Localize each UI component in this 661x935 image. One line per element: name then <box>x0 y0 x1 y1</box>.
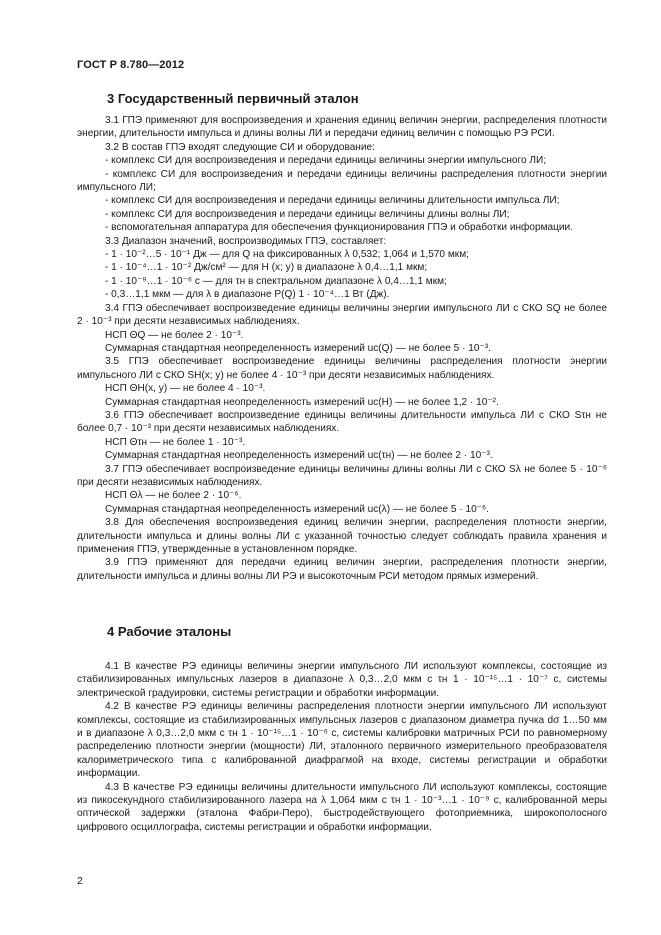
para-3-5: 3.5 ГПЭ обеспечивает воспроизведение единицы величины распределения плотности энергии импульсного ЛИ с СКО SH(x; y) не более 4 · 10⁻³ при десяти независимых наблюдениях. <box>77 356 607 381</box>
para-3-9: 3.9 ГПЭ применяют для передачи единиц величин энергии, распределения плотности энергии, длительности импульса и длины волны ЛИ РЭ и высокоточным РСИ методом прямых измерений. <box>77 557 607 582</box>
para-4-2: 4.2 В качестве РЭ единицы величины распределения плотности энергии импульсного ЛИ используют комплексы, состоящие из стабилизированных импульсных лазеров с диапазоном диаметра пучка dσ 1…50 мм и в диапазоне λ 0,3…2,0 мкм с τн 1 · 10⁻¹⁵…1 · 10⁻⁶ с, системы калибровки матричных РСИ по равномерному распределению плотности энергии (мощности) ЛИ, эталонного первичного измерительного преобразователя калориметрического типа с калиброванной диафрагмой на входе, системы регистрации и обработки информации. <box>77 701 607 780</box>
para-4-3: 4.3 В качестве РЭ единицы величины длительности импульсного ЛИ используют комплексы, состоящие из пикосекундного стабилизированного лазера на λ 1,064 мкм с τн 1 · 10⁻³…1 · 10⁻⁹ с, калиброванной меры оптической задержки (эталона Фабри-Перо), быстродействующего фотоприемника, широкополосного цифрового осциллографа, системы регистрации и обработки информации. <box>77 781 607 833</box>
section-3-title: 3 Государственный первичный эталон <box>107 91 359 106</box>
para-3-3: 3.3 Диапазон значений, воспроизводимых ГПЭ, составляет: <box>105 235 387 247</box>
list-item: - вспомогательная аппаратура для обеспечения функционирования ГПЭ и обработки информации. <box>105 222 574 234</box>
para-4-1: 4.1 В качестве РЭ единицы величины энергии импульсного ЛИ используют комплексы, состоящие из стабилизированных импульсных лазеров в диапазоне λ 0,3…2,0 мкм с τн 1 · 10⁻¹⁵…1 · 10⁻⁷ с, системы электрической градуировки, системы регистрации и обработки информации. <box>77 661 607 699</box>
section-3-body <box>77 114 607 583</box>
doc-header-id: ГОСТ Р 8.780—2012 <box>77 59 185 71</box>
list-item: - комплекс СИ для воспроизведения и передачи единицы величины длительности импульса ЛИ; <box>105 195 560 207</box>
para-3-8: 3.8 Для обеспечения воспроизведения единиц величин энергии, распределения плотности энергии, длительности импульса и длины волны ЛИ с указанной точностью следует соблюдать правила хранения и применения ГПЭ, утвержденные в установленном порядке. <box>77 517 607 555</box>
para-3-7-unc: Суммарная стандартная неопределенность измерений uc(λ) — не более 5 · 10⁻⁶. <box>105 503 489 515</box>
section-4-title: 4 Рабочие эталоны <box>107 624 232 639</box>
page-number: 2 <box>77 875 83 887</box>
para-3-7: 3.7 ГПЭ обеспечивает воспроизведение единицы величины длины волны ЛИ с СКО Sλ не более 5 · 10⁻⁶ при десяти независимых наблюдениях. <box>77 463 607 488</box>
section-4-body <box>77 660 607 834</box>
list-item: - 1 · 10⁻⁴…1 · 10⁻² Дж/см² — для H (x; y) в диапазоне λ 0,4…1,1 мкм; <box>105 262 428 274</box>
para-3-6-nsp: НСП Θτн — не более 1 · 10⁻³. <box>105 436 246 448</box>
para-3-6-unc: Суммарная стандартная неопределенность измерений uc(τн) — не более 2 · 10⁻³. <box>105 450 493 462</box>
list-item: - 0,3…1,1 мкм — для λ в диапазоне P(Q) 1 · 10⁻⁴…1 Вт (Дж). <box>105 289 390 301</box>
para-3-1: 3.1 ГПЭ применяют для воспроизведения и хранения единиц величин энергии, распределения плотности энергии, длительности импульса и длины волны ЛИ и передачи единиц величин с помощью РЭ РСИ. <box>77 115 607 140</box>
para-3-6: 3.6 ГПЭ обеспечивает воспроизведение единицы величины длительности импульса ЛИ с СКО Sτн не более 0,7 · 10⁻³ при десяти независимых наблюдениях. <box>77 409 607 435</box>
para-3-4-unc: Суммарная стандартная неопределенность измерений uc(Q) — не более 5 · 10⁻³. <box>105 342 491 354</box>
para-3-7-nsp: НСП Θλ — не более 2 · 10⁻⁶. <box>105 490 242 502</box>
para-3-4-nsp: НСП ΘQ — не более 2 · 10⁻³. <box>105 329 244 341</box>
para-3-2: 3.2 В состав ГПЭ входят следующие СИ и оборудование: <box>105 141 375 153</box>
list-item: - комплекс СИ для воспроизведения и передачи единицы величины распределения плотности энергии импульсного ЛИ; <box>77 168 607 194</box>
para-3-5-unc: Суммарная стандартная неопределенность измерений uc(H) — не более 1,2 · 10⁻². <box>105 396 499 408</box>
para-3-5-nsp: НСП ΘH(x, y) — не более 4 · 10⁻³. <box>105 383 266 395</box>
list-item: - 1 · 10⁻⁹…1 · 10⁻⁶ с — для τн в спектральном диапазоне λ 0,4…1,1 мкм; <box>105 275 447 287</box>
list-item: - 1 · 10⁻²…5 · 10⁻¹ Дж — для Q на фиксированных λ 0,532; 1,064 и 1,570 мкм; <box>105 249 469 261</box>
para-3-4: 3.4 ГПЭ обеспечивает воспроизведение единицы величины энергии импульсного ЛИ с СКО SQ не более 2 · 10⁻³ при десяти независимых наблюдениях. <box>77 302 607 328</box>
list-item: - комплекс СИ для воспроизведения и передачи единицы величины энергии импульсного ЛИ; <box>105 155 547 167</box>
list-item: - комплекс СИ для воспроизведения и передачи единицы величины длины волны ЛИ; <box>105 208 510 220</box>
